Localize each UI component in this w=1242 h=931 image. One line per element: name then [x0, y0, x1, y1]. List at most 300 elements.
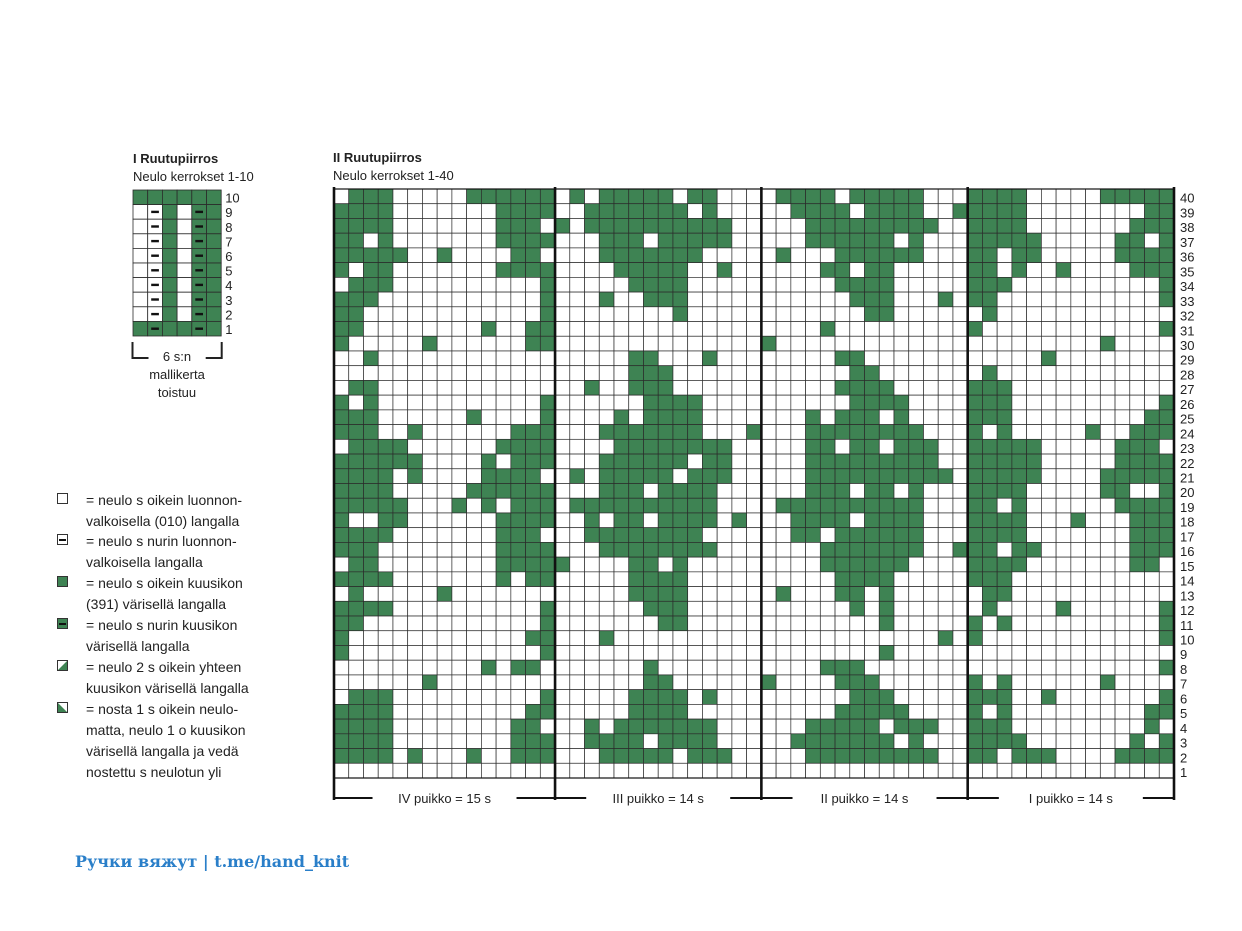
chart-2-cell: [511, 704, 526, 719]
chart-2-cell: [570, 660, 585, 675]
chart-2-cell: [481, 351, 496, 366]
chart-2-cell: [643, 248, 658, 263]
chart-2-cell: [555, 645, 570, 660]
chart-2-cell: [393, 322, 408, 337]
chart-2-cell: [923, 675, 938, 690]
chart-2-row-number: 21: [1180, 470, 1195, 486]
chart-2-cell: [1056, 380, 1071, 395]
chart-2-cell: [894, 763, 909, 778]
chart-2-cell: [923, 631, 938, 646]
chart-2-cell: [629, 454, 644, 469]
chart-2-cell: [909, 336, 924, 351]
chart-2-cell: [1012, 425, 1027, 440]
chart-2-cell: [923, 572, 938, 587]
chart-2-cell: [688, 484, 703, 499]
chart-2-cell: [1159, 542, 1174, 557]
chart-2-cell: [1041, 749, 1056, 764]
chart-2-cell: [968, 749, 983, 764]
chart-2-cell: [570, 292, 585, 307]
chart-2-cell: [496, 704, 511, 719]
chart-2-cell: [776, 233, 791, 248]
chart-2-cell: [393, 233, 408, 248]
chart-2-cell: [599, 380, 614, 395]
chart-2-cell: [629, 572, 644, 587]
chart-2-cell: [1145, 263, 1160, 278]
chart-2-cell: [717, 277, 732, 292]
chart-2-cell: [968, 263, 983, 278]
chart-2-cell: [437, 218, 452, 233]
chart-2-cell: [820, 719, 835, 734]
chart-2-row-number: 32: [1180, 308, 1195, 324]
chart-2-cell: [791, 690, 806, 705]
chart-2-cell: [1145, 719, 1160, 734]
chart-2-cell: [791, 542, 806, 557]
chart-2-cell: [702, 645, 717, 660]
chart-2-cell: [923, 749, 938, 764]
chart-2-cell: [776, 189, 791, 204]
chart-2-cell: [850, 513, 865, 528]
chart-2-cell: [1130, 557, 1145, 572]
chart-2-cell: [879, 484, 894, 499]
chart-2-cell: [1100, 616, 1115, 631]
chart-2-cell: [585, 498, 600, 513]
chart-2-cell: [555, 616, 570, 631]
chart-2-cell: [1071, 292, 1086, 307]
chart-2-cell: [599, 557, 614, 572]
chart-2-cell: [894, 380, 909, 395]
chart-2-cell: [997, 763, 1012, 778]
chart-2-cell: [997, 218, 1012, 233]
chart-2-cell: [496, 660, 511, 675]
chart-2-cell: [879, 351, 894, 366]
chart-2-cell: [1100, 645, 1115, 660]
chart-2-cell: [953, 749, 968, 764]
chart-2-cell: [349, 616, 364, 631]
chart-2-cell: [1115, 263, 1130, 278]
chart-2-cell: [865, 233, 880, 248]
chart-2-cell: [865, 351, 880, 366]
chart-2-cell: [865, 248, 880, 263]
chart-2-cell: [1115, 572, 1130, 587]
chart-2-cell: [496, 469, 511, 484]
chart-2-cell: [585, 351, 600, 366]
chart-2-cell: [717, 616, 732, 631]
chart-2-cell: [791, 587, 806, 602]
chart-2-cell: [835, 587, 850, 602]
chart-2-cell: [1041, 336, 1056, 351]
chart-2-cell: [511, 734, 526, 749]
chart-2-cell: [953, 263, 968, 278]
chart-2-cell: [614, 189, 629, 204]
chart-2-cell: [894, 189, 909, 204]
chart-2-cell: [717, 248, 732, 263]
chart-2-cell: [1130, 528, 1145, 543]
chart-2-cell: [408, 660, 423, 675]
chart-2-cell: [599, 763, 614, 778]
chart-2-cell: [717, 542, 732, 557]
chart-2-cell: [732, 572, 747, 587]
chart-2-cell: [717, 498, 732, 513]
chart-2-cell: [1056, 395, 1071, 410]
chart-2-cell: [673, 616, 688, 631]
chart-2-cell: [982, 528, 997, 543]
chart-2-cell: [408, 704, 423, 719]
chart-2-cell: [629, 601, 644, 616]
chart-2-cell: [526, 233, 541, 248]
legend-line: = neulo s oikein kuusikon: [86, 575, 243, 591]
chart-2-cell: [865, 645, 880, 660]
chart-2-cell: [1056, 322, 1071, 337]
chart-2-cell: [923, 248, 938, 263]
chart-2-cell: [982, 601, 997, 616]
chart-2-cell: [555, 660, 570, 675]
chart-2-cell: [585, 277, 600, 292]
chart-2-cell: [1012, 233, 1027, 248]
chart-2-cell: [511, 645, 526, 660]
chart-2-cell: [982, 454, 997, 469]
chart-2-cell: [599, 454, 614, 469]
chart-2-cell: [437, 557, 452, 572]
chart-2-cell: [540, 572, 555, 587]
chart-2-cell: [363, 380, 378, 395]
chart-2-cell: [437, 395, 452, 410]
chart-2-cell: [422, 749, 437, 764]
chart-2-cell: [894, 307, 909, 322]
chart-2-cell: [761, 263, 776, 278]
chart-2-cell: [599, 292, 614, 307]
chart-2-cell: [643, 218, 658, 233]
chart-2-cell: [982, 204, 997, 219]
chart-2-cell: [481, 498, 496, 513]
chart-2-cell: [850, 645, 865, 660]
chart-2-cell: [526, 263, 541, 278]
chart-2-cell: [761, 557, 776, 572]
chart-2-cell: [806, 763, 821, 778]
chart-2-cell: [540, 601, 555, 616]
chart-2-cell: [820, 645, 835, 660]
legend-text: [86, 490, 242, 532]
chart-2-cell: [349, 601, 364, 616]
chart-2-cell: [938, 719, 953, 734]
chart-2-cell: [968, 336, 983, 351]
chart-2-cell: [422, 395, 437, 410]
chart-2-cell: [909, 749, 924, 764]
chart-2-cell: [997, 336, 1012, 351]
chart-2-cell: [1100, 734, 1115, 749]
chart-2-cell: [953, 233, 968, 248]
chart-2-cell: [953, 631, 968, 646]
chart-2-cell: [452, 336, 467, 351]
chart-2-cell: [732, 675, 747, 690]
chart-2-cell: [378, 690, 393, 705]
chart-2-cell: [540, 484, 555, 499]
chart-2-cell: [643, 557, 658, 572]
chart-2-cell: [776, 749, 791, 764]
chart-2-cell: [643, 336, 658, 351]
chart-2-cell: [422, 248, 437, 263]
chart-2-cell: [481, 218, 496, 233]
chart-2-cell: [1012, 719, 1027, 734]
chart-2-cell: [1012, 513, 1027, 528]
chart-2-cell: [894, 557, 909, 572]
chart-2-cell: [585, 616, 600, 631]
chart-2-cell: [1145, 484, 1160, 499]
chart-2-cell: [1159, 204, 1174, 219]
chart-2-cell: [879, 307, 894, 322]
chart-2-cell: [1056, 484, 1071, 499]
chart-2-cell: [997, 542, 1012, 557]
chart-2-cell: [614, 336, 629, 351]
chart-2-cell: [835, 263, 850, 278]
chart-2-row-number: 28: [1180, 367, 1195, 383]
chart-2-cell: [643, 704, 658, 719]
chart-2-cell: [349, 307, 364, 322]
chart-2-cell: [1159, 322, 1174, 337]
chart-2-cell: [865, 307, 880, 322]
chart-2-cell: [923, 513, 938, 528]
chart-2-cell: [658, 704, 673, 719]
chart-2-cell: [481, 542, 496, 557]
chart-2-cell: [953, 557, 968, 572]
chart-2-cell: [481, 454, 496, 469]
chart-2-cell: [865, 204, 880, 219]
chart-2-cell: [688, 292, 703, 307]
chart-2-cell: [1100, 587, 1115, 602]
chart-2-cell: [526, 425, 541, 440]
chart-2-cell: [820, 204, 835, 219]
chart-2-cell: [599, 322, 614, 337]
chart-2-cell: [452, 528, 467, 543]
chart-2-cell: [673, 734, 688, 749]
chart-2-cell: [658, 660, 673, 675]
chart-2-cell: [702, 749, 717, 764]
chart-2-cell: [820, 528, 835, 543]
chart-2-cell: [820, 380, 835, 395]
chart-2-cell: [422, 351, 437, 366]
chart-2-cell: [658, 645, 673, 660]
chart-2-cell: [408, 395, 423, 410]
chart-2-cell: [1071, 307, 1086, 322]
chart-2-cell: [599, 248, 614, 263]
chart-2-cell: [732, 616, 747, 631]
chart-2-cell: [349, 351, 364, 366]
chart-2-cell: [378, 439, 393, 454]
chart-2-cell: [1145, 557, 1160, 572]
chart-2-cell: [894, 675, 909, 690]
chart-2-cell: [614, 366, 629, 381]
chart-2-cell: [673, 557, 688, 572]
chart-2-cell: [791, 601, 806, 616]
chart-2-cell: [526, 380, 541, 395]
chart-2-cell: [599, 645, 614, 660]
chart-2-cell: [526, 439, 541, 454]
chart-2-cell: [393, 248, 408, 263]
chart-2-cell: [334, 322, 349, 337]
chart-2-cell: [378, 292, 393, 307]
chart-2-cell: [363, 336, 378, 351]
chart-2-cell: [1071, 425, 1086, 440]
chart-2-cell: [850, 704, 865, 719]
chart-2-cell: [555, 233, 570, 248]
chart-2-cell: [570, 218, 585, 233]
chart-2-cell: [923, 322, 938, 337]
needle-label: III puikko = 14 s: [612, 791, 704, 806]
chart-2-cell: [850, 484, 865, 499]
chart-2-cell: [938, 204, 953, 219]
chart-2-cell: [408, 557, 423, 572]
chart-2-cell: [555, 557, 570, 572]
chart-2-cell: [806, 218, 821, 233]
chart-2-cell: [408, 469, 423, 484]
chart-2-cell: [968, 763, 983, 778]
chart-2-cell: [702, 189, 717, 204]
chart-2-cell: [540, 645, 555, 660]
chart-2-cell: [806, 528, 821, 543]
chart-2-cell: [1027, 454, 1042, 469]
chart-2-cell: [643, 454, 658, 469]
chart-2-cell: [422, 719, 437, 734]
chart-2-cell: [1041, 351, 1056, 366]
chart-2-cell: [894, 233, 909, 248]
chart-2-cell: [761, 601, 776, 616]
chart-2-row-number: 30: [1180, 337, 1195, 353]
chart-2-cell: [378, 557, 393, 572]
chart-2-cell: [422, 484, 437, 499]
chart-2-cell: [422, 307, 437, 322]
chart-2-cell: [997, 557, 1012, 572]
chart-2-cell: [776, 454, 791, 469]
chart-2-cell: [467, 690, 482, 705]
chart-2-cell: [1056, 660, 1071, 675]
chart-2-cell: [982, 351, 997, 366]
chart-2-cell: [349, 749, 364, 764]
chart-2-cell: [363, 587, 378, 602]
chart-2-cell: [909, 469, 924, 484]
chart-2-cell: [717, 351, 732, 366]
chart-2-cell: [629, 410, 644, 425]
chart-2-cell: [1086, 645, 1101, 660]
chart-2-cell: [555, 513, 570, 528]
chart-2-cell: [1086, 204, 1101, 219]
chart-2-cell: [1115, 587, 1130, 602]
chart-2-cell: [614, 218, 629, 233]
chart-2-cell: [997, 439, 1012, 454]
chart-2-cell: [688, 189, 703, 204]
chart-2-cell: [658, 542, 673, 557]
chart-2-cell: [894, 484, 909, 499]
chart-2-cell: [363, 233, 378, 248]
chart-2-cell: [909, 542, 924, 557]
chart-2-cell: [865, 572, 880, 587]
chart-2-cell: [629, 557, 644, 572]
chart-2-cell: [496, 410, 511, 425]
chart-2-cell: [806, 395, 821, 410]
legend-line: = neulo s nurin luonnon-: [86, 533, 237, 549]
chart-2-cell: [1041, 307, 1056, 322]
chart-2-cell: [747, 631, 762, 646]
chart-2-cell: [1100, 601, 1115, 616]
chart-2-cell: [629, 498, 644, 513]
chart-2-cell: [717, 513, 732, 528]
chart-2-cell: [761, 351, 776, 366]
chart-2-cell: [1130, 631, 1145, 646]
chart-2-cell: [467, 675, 482, 690]
chart-2-cell: [850, 263, 865, 278]
chart-2-cell: [614, 380, 629, 395]
chart-2-cell: [732, 292, 747, 307]
chart-2-cell: [761, 336, 776, 351]
chart-2-cell: [526, 395, 541, 410]
chart-2-cell: [1086, 734, 1101, 749]
chart-2-cell: [481, 336, 496, 351]
chart-2-cell: [422, 528, 437, 543]
chart-2-cell: [393, 336, 408, 351]
chart-2-cell: [481, 660, 496, 675]
chart-2-cell: [1056, 587, 1071, 602]
chart-2-cell: [437, 498, 452, 513]
chart-2-cell: [1145, 631, 1160, 646]
chart-2-cell: [1012, 542, 1027, 557]
chart-2-cell: [1027, 601, 1042, 616]
chart-2-cell: [909, 292, 924, 307]
chart-2-cell: [938, 380, 953, 395]
chart-2-cell: [747, 189, 762, 204]
chart-2-cell: [570, 248, 585, 263]
chart-2-cell: [702, 572, 717, 587]
chart-2-cell: [894, 749, 909, 764]
chart-2-cell: [452, 425, 467, 440]
chart-2-cell: [658, 263, 673, 278]
channel-link[interactable]: t.me/hand_knit: [214, 852, 350, 871]
chart-2-cell: [850, 233, 865, 248]
chart-2-cell: [585, 587, 600, 602]
chart-2-cell: [1027, 763, 1042, 778]
chart-2-cell: [938, 336, 953, 351]
chart-2-cell: [1027, 660, 1042, 675]
chart-2-cell: [585, 675, 600, 690]
chart-2-cell: [526, 336, 541, 351]
chart-2-cell: [923, 542, 938, 557]
chart-2-cell: [909, 410, 924, 425]
chart-2-cell: [1145, 366, 1160, 381]
chart-2-cell: [643, 425, 658, 440]
chart-2-cell: [791, 454, 806, 469]
chart-2-cell: [629, 484, 644, 499]
chart-2-cell: [1027, 528, 1042, 543]
chart-2-cell: [349, 572, 364, 587]
chart-2-cell: [1027, 189, 1042, 204]
chart-2-cell: [599, 218, 614, 233]
chart-2-cell: [1115, 498, 1130, 513]
chart-2-cell: [408, 513, 423, 528]
chart-2-cell: [747, 601, 762, 616]
chart-2-cell: [555, 587, 570, 602]
chart-2-cell: [1159, 557, 1174, 572]
chart-2-cell: [835, 645, 850, 660]
chart-2-cell: [997, 601, 1012, 616]
chart-2-cell: [717, 690, 732, 705]
chart-2-cell: [909, 218, 924, 233]
chart-2-cell: [1100, 660, 1115, 675]
chart-2-cell: [467, 218, 482, 233]
chart-2-cell: [629, 660, 644, 675]
chart-1-row-number: 4: [225, 278, 233, 294]
chart-2-cell: [894, 631, 909, 646]
chart-2-row-number: 29: [1180, 352, 1195, 368]
chart-2-cell: [997, 307, 1012, 322]
chart-2-cell: [452, 749, 467, 764]
chart-2-cell: [1130, 498, 1145, 513]
